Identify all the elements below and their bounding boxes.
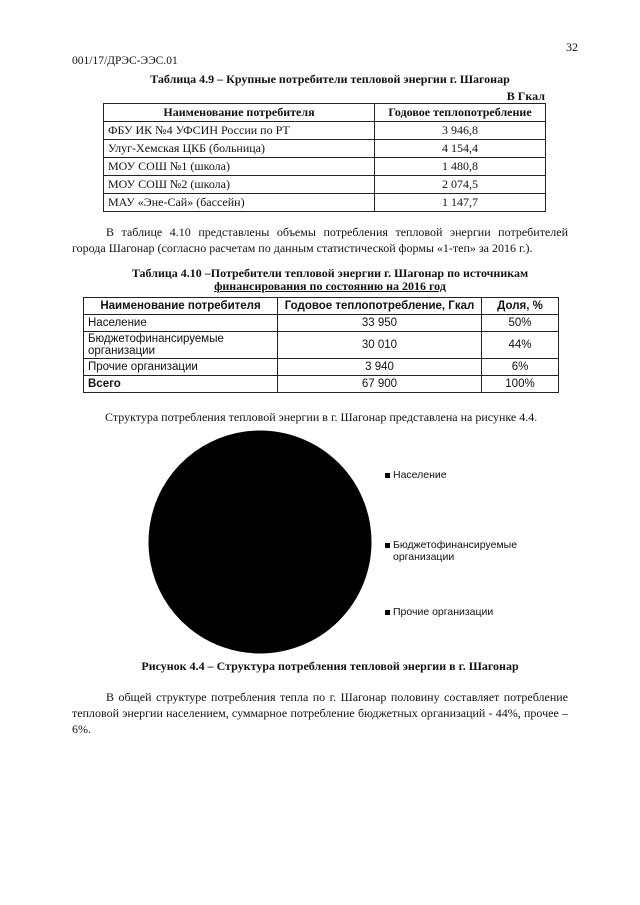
table2-caption-line2: финансирования по состоянию на 2016 год [214,279,446,293]
table-row [84,359,559,376]
consumer-group: Бюджетофинансируемые организации [84,332,278,359]
consumption-value: 3 946,8 [375,122,546,140]
table-row [104,176,546,194]
table-header-row [84,298,559,315]
legend-item [385,539,517,563]
table2-caption [100,267,560,293]
paragraph-conclusion: В общей структуре потребления тепла по г. Шагонар половину составляет потребление тепловой энергии населением, суммарное потребление бюджетных организаций - 44%, прочее – 6%. [72,690,568,736]
column-header: Годовое теплопотребление [375,104,546,122]
column-header: Наименование потребителя [104,104,375,122]
table-row [104,158,546,176]
consumer-name: МОУ СОШ №1 (школа) [104,158,375,176]
paragraph-figure-ref: Структура потребления тепловой энергии в г. Шагонар представлена на рисунке 4.4. [105,410,538,424]
total-label: Всего [84,376,278,393]
table-row [104,140,546,158]
total-share: 100% [482,376,559,393]
legend-item [385,606,493,618]
total-consumption: 67 900 [278,376,482,393]
legend-label: Население [393,469,447,481]
paragraph-intro-table2: В таблице 4.10 представлены объемы потребления тепловой энергии потребителей города Шагонар (согласно расчетам по данным статистической формы «1-теп» за 2016 г.). [72,225,568,255]
consumer-name: МАУ «Эне-Сай» (бассейн) [104,194,375,212]
column-header: Годовое теплопотребление, Гкал [278,298,482,315]
legend-item [385,469,447,481]
table-row [104,194,546,212]
consumption-value: 33 950 [278,315,482,332]
legend-swatch [385,543,390,548]
column-header: Наименование потребителя [84,298,278,315]
consumption-value: 1 480,8 [375,158,546,176]
pie-chart [100,430,540,655]
share-value: 44% [482,332,559,359]
table1-caption: Таблица 4.9 – Крупные потребители тепловой энергии г. Шагонар [150,72,510,86]
table-row [104,122,546,140]
figure-caption: Рисунок 4.4 – Структура потребления тепловой энергии в г. Шагонар [141,659,519,673]
consumption-value: 4 154,4 [375,140,546,158]
table-row [84,315,559,332]
consumption-value: 3 940 [278,359,482,376]
document-id: 001/17/ДРЭС-ЭЭС.01 [72,55,178,67]
consumer-name: Улуг-Хемская ЦКБ (больница) [104,140,375,158]
table1-unit: В Гкал [506,89,545,103]
pie-slices [149,431,371,653]
consumption-value: 1 147,7 [375,194,546,212]
legend-swatch [385,473,390,478]
consumption-value: 2 074,5 [375,176,546,194]
legend-label: Прочие организации [393,606,494,618]
table-funding-sources [83,297,559,393]
page-number: 32 [566,40,578,54]
legend-swatch [385,610,390,615]
column-header: Доля, % [482,298,559,315]
table-row [84,332,559,359]
table-header-row [104,104,546,122]
consumer-name: МОУ СОШ №2 (школа) [104,176,375,194]
chart-legend [385,469,517,618]
legend-label: Бюджетофинансируемые [393,539,518,551]
table2-caption-line1: Таблица 4.10 –Потребители тепловой энергии г. Шагонар по источникам [131,266,529,280]
table-large-consumers [103,103,546,212]
table-total-row [84,376,559,393]
share-value: 6% [482,359,559,376]
consumption-value: 30 010 [278,332,482,359]
share-value: 50% [482,315,559,332]
consumer-name: ФБУ ИК №4 УФСИН России по РТ [104,122,375,140]
consumer-group: Население [84,315,278,332]
pie-slice [260,431,371,653]
legend-label: организации [393,551,455,563]
consumer-group: Прочие организации [84,359,278,376]
